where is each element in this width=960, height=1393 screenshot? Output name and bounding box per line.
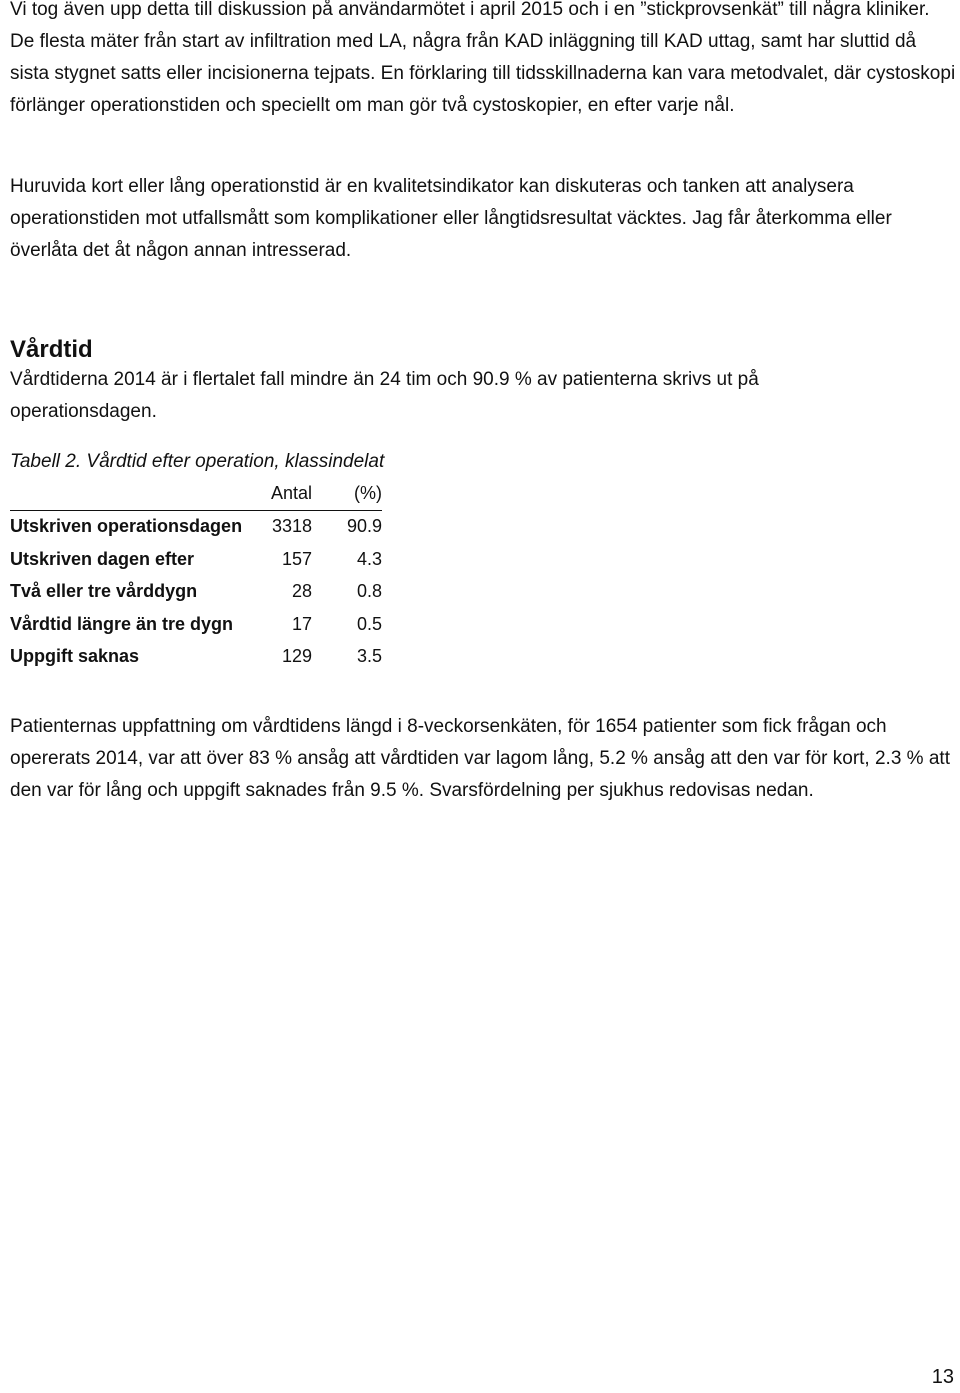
table-row bbox=[10, 510, 382, 543]
table-caption: Tabell 2. Vårdtid efter operation, klassindelat bbox=[10, 451, 385, 472]
row-count: 28 bbox=[291, 581, 312, 602]
row-label: Utskriven dagen efter bbox=[10, 548, 195, 569]
row-count: 157 bbox=[281, 548, 312, 569]
row-label: Uppgift saknas bbox=[10, 646, 140, 667]
table-header-percent: (%) bbox=[354, 482, 382, 503]
row-percent: 0.5 bbox=[356, 613, 382, 634]
paragraph-care-time: Vårdtiderna 2014 är i flertalet fall mindre än 24 tim och 90.9 % av patienterna skrivs ut på operationsdagen. bbox=[10, 369, 759, 422]
table-row bbox=[10, 608, 382, 641]
page-number: 13 bbox=[931, 1366, 954, 1388]
paragraph-patient-opinion: Patienternas uppfattning om vårdtidens längd i 8-veckorsenkäten, för 1654 patienter som fick frågan och opererats 2014, var att över 83 % ansåg att vårdtiden var lagom lång, 5.2 % ansåg att den var för kort, 2.3 % att den var för lång och uppgift saknades från 9.5 %. Svarsfördelning per sjukhus redovisas nedan. bbox=[10, 716, 950, 801]
care-time-table bbox=[10, 477, 382, 673]
row-label: Vårdtid längre än tre dygn bbox=[10, 613, 234, 634]
table-row bbox=[10, 543, 382, 576]
table-row bbox=[10, 641, 382, 674]
row-percent: 3.5 bbox=[356, 646, 382, 667]
paragraph-intro: Vi tog även upp detta till diskussion på användarmötet i april 2015 och i en ”stickprovsenkät” till några kliniker. De flesta mäter från start av infiltration med LA, några från KAD inläggning till KAD uttag, samt har sluttid då sista stygnet satts eller incisionerna tejpats. En förklaring till tidsskillnaderna kan vara metodvalet, där cystoskopi förlänger operationstiden och speciellt om man gör två cystoskopier, en efter varje nål. bbox=[10, 0, 956, 116]
row-label: Två eller tre vårddygn bbox=[10, 581, 198, 602]
row-percent: 4.3 bbox=[356, 548, 382, 569]
table-row bbox=[10, 576, 382, 609]
section-heading: Vårdtid bbox=[10, 336, 93, 363]
table-header-label bbox=[10, 477, 262, 510]
row-percent: 90.9 bbox=[346, 516, 382, 537]
paragraph-operation-time: Huruvida kort eller lång operationstid är en kvalitetsindikator kan diskuteras och tanken att analysera operationstiden mot utfallsmått som komplikationer eller långtidsresultat väcktes. Jag får återkomma eller överlåta det åt någon annan intresserad. bbox=[10, 176, 892, 261]
row-percent: 0.8 bbox=[356, 581, 382, 602]
row-count: 129 bbox=[281, 646, 312, 667]
table-header-count: Antal bbox=[270, 482, 312, 503]
row-label: Utskriven operationsdagen bbox=[10, 516, 243, 537]
row-count: 3318 bbox=[271, 516, 312, 537]
row-count: 17 bbox=[291, 613, 312, 634]
table-header-row bbox=[10, 477, 382, 510]
